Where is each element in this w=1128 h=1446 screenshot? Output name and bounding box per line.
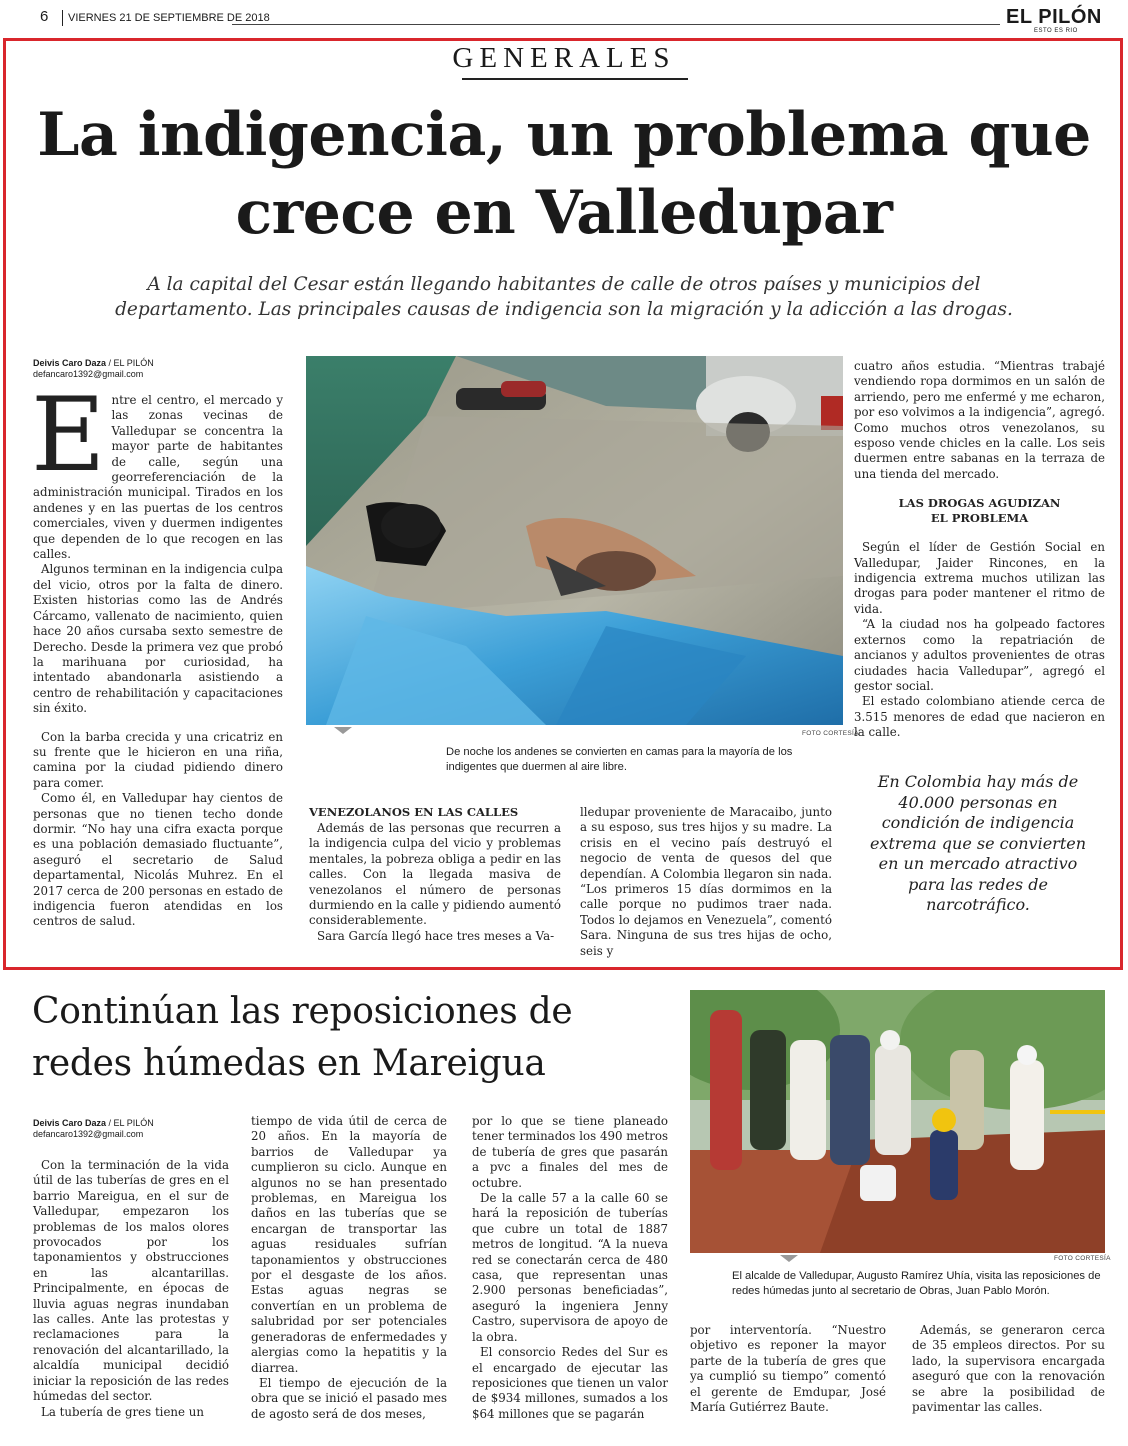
- article2-column-2: [251, 1114, 447, 1422]
- article2-byline: [33, 1118, 253, 1140]
- headline-line-2: redes húmedas en Mareigua: [32, 1043, 546, 1084]
- column-paragraph: Con la barba crecida y una cricatriz en su frente que le hicieron en una riña, camina por la ciudad pidiendo dinero para comer.: [33, 729, 283, 790]
- caption-line-1: De noche los andenes se convierten en camas para la mayoría de los: [446, 746, 793, 758]
- article-subhead: [60, 272, 1068, 322]
- byline-author: Deivis Caro Daza: [33, 358, 107, 368]
- section-underline: [462, 78, 688, 80]
- subsection-title-line-1: LAS DROGAS AGUDIZAN: [898, 496, 1061, 511]
- column-paragraph: Además, se generaron cerca de 35 empleos directos. Por su lado, la supervisora encargada aseguró que con la renovación se abre la posibilidad de pavimentar las calles.: [912, 1323, 1105, 1415]
- column-paragraph: por interventoría. “Nuestro objetivo es reponer la mayor parte de la tubería de gres que ya cumplió su tiempo” comentó el gerente de Emdupar, José María Gutiérrez Baute.: [690, 1323, 886, 1415]
- article2-column-3: [472, 1114, 668, 1422]
- header-divider: [62, 10, 63, 26]
- caption-pointer-icon: [334, 727, 352, 734]
- column-paragraph: El tiempo de ejecución de la obra que se inició el pasado mes de agosto será de dos meses,: [251, 1375, 447, 1421]
- newspaper-logo-tagline: ESTO ES RIO: [1034, 28, 1078, 34]
- photo-caption: [446, 745, 836, 775]
- article-column-2: [309, 805, 561, 944]
- photo-credit: FOTO CORTESÍA: [1054, 1255, 1111, 1262]
- subhead-line-2: departamento. Las principales causas de indigencia son la migración y la adicción a las drogas.: [115, 299, 1013, 320]
- caption-line-1: El alcalde de Valledupar, Augusto Ramírez Uhía, visita las reposiciones de: [732, 1270, 1101, 1282]
- column-paragraph: El consorcio Redes del Sur es el encargado de ejecutar las reposiciones que tienen un valor de $934 millones, sumados a los $64 millones que se pagarán: [472, 1345, 668, 1421]
- column-paragraph: Con la terminación de la vida útil de las tuberías de gres en el barrio Mareigua, en el sur de Valledupar, empezaron los problemas de los malos olores provocados por los taponamientos y obstrucciones en las alcantarillas. Principalmente, en épocas de lluvia aguas negras inundaban las calles. Ante las protestas y reclamaciones para la renovación del alcantarillado, la alcaldía municipal decidió iniciar la reposición de las redes húmedas del sector.: [33, 1158, 229, 1404]
- article-column-1: [31, 376, 283, 930]
- byline-outlet: / EL PILÓN: [106, 1118, 154, 1128]
- headline-line-1: La indigencia, un problema que: [37, 100, 1091, 170]
- article-column-4: [854, 359, 1105, 741]
- drop-cap: E: [31, 376, 106, 495]
- column-paragraph: Además de las personas que recurren a la indigencia culpa del vicio y problemas mentales, la pobreza obliga a pedir en las calles. Con la llegada masiva de venezolanos el número de personas durmiendo en la calle y pidiendo aumentó considerablemente.: [309, 821, 561, 928]
- headline-line-2: crece en Valledupar: [235, 178, 893, 248]
- article2-headline: [32, 986, 672, 1090]
- column-paragraph: La tubería de gres tiene un: [41, 1404, 204, 1419]
- issue-date: VIERNES 21 DE SEPTIEMBRE DE 2018: [68, 12, 270, 24]
- column-paragraph: “A la ciudad nos ha golpeado factores externos como la repatriación de ancianos y adultos provenientes de otras ciudades hacia Valledupar”, agregó el gestor social.: [854, 617, 1105, 693]
- caption-line-2: indigentes que duermen al aire libre.: [446, 761, 627, 773]
- column-paragraph: Como él, en Valledupar hay cientos de personas que no tienen techo donde dormir. “No hay una cifra exacta porque es una población demasiado fluctuante”, aseguró el secretario de Salud departamental, Nicolás Muhrez. En el 2017 cerca de 200 personas en estado de indigencia fueron atendidas en los centros de salud.: [33, 791, 283, 929]
- byline-author: Deivis Caro Daza: [33, 1118, 107, 1128]
- byline-email: defancaro1392@gmail.com: [33, 369, 144, 379]
- page-number: 6: [40, 8, 49, 25]
- headline-line-1: Continúan las reposiciones de: [32, 991, 573, 1032]
- column-paragraph: ntre el centro, el mercado y las zonas vecinas de Valledupar se concentra la mayor parte de habitantes de calle, según una georreferenciación de la administración municipal. Tirados en los andenes y en las puertas de los centros comerciales, viven y duermen indigentes que dependen de lo que recogen en las calles.: [33, 393, 283, 562]
- column-paragraph: lledupar proveniente de Maracaibo, junto a su esposo, sus tres hijos y su madre. La crisis en el vecino país destruyó el negocio de venta de quesos del que dependían. A Colombia llegaron sin nada. “Los primeros 15 días dormimos en la calle porque no pudimos traer nada. Todos lo dejamos en Venezuela”, comentó Sara. Ninguna de sus tres hijas de ocho, seis y: [580, 805, 832, 958]
- header-rule: [232, 24, 1000, 25]
- byline-email: defancaro1392@gmail.com: [33, 1129, 144, 1139]
- column-paragraph: Algunos terminan en la indigencia culpa del vicio, otros por la falta de dinero. Existen historias como las de Andrés Cárcamo, vallenato de nacimiento, quien hace 20 años cursaba sexto semestre de Derecho. Desde la primera vez que probó la marihuana por curiosidad, ha intentado abandonarla asistiendo a centro de rehabilitación y capacitaciones sin éxito.: [33, 562, 283, 716]
- section-label: GENERALES: [452, 42, 676, 74]
- photo-credit: FOTO CORTESÍA: [802, 730, 859, 737]
- column-paragraph: Según el líder de Gestión Social en Valledupar, Jaider Rincones, en la indigencia extrema muchos utilizan las drogas para poder mantener el ritmo de vida.: [854, 540, 1105, 616]
- caption-pointer-icon: [780, 1255, 798, 1262]
- article2-column-4: [690, 1323, 886, 1415]
- subsection-title-venezolanos: VENEZOLANOS EN LAS CALLES: [309, 805, 519, 819]
- article-photo-sleeping-homeless: [306, 356, 843, 725]
- column-paragraph: De la calle 57 a la calle 60 se hará la reposición de tuberías que cubre un total de 1887 metros de longitud. “A la nueva red se conectarán cerca de 480 casa, que representan unas 2.900 personas beneficiadas”, aseguró la ingeniera Jenny Castro, supervisora de apoyo de la obra.: [472, 1191, 668, 1344]
- column-paragraph: El estado colombiano atiende cerca de 3.515 menores de edad que nacieron en la calle.: [854, 694, 1105, 740]
- column-paragraph: tiempo de vida útil de cerca de 20 años. En la mayoría de barrios de Valledupar ya cumplieron su ciclo. Aunque en algunos no se han presentado problemas, en Mareigua los daños en las tuberías que se encargan de transportar las aguas residuales sufrían taponamientos y obstrucciones por el desgaste de los años. Estas aguas negras se convertían en un problema de salubridad por ser potenciales generadoras de enfermedades y alergias como la hepatitis y la diarrea.: [251, 1114, 447, 1375]
- pull-quote: En Colombia hay más de 40.000 personas en condición de indigencia extrema que se convierten en un mercado atractivo para las redes de narcotráfico.: [869, 772, 1087, 914]
- newspaper-logo: EL PILÓN: [1006, 6, 1102, 28]
- byline-outlet: / EL PILÓN: [106, 358, 154, 368]
- subsection-title-drogas: [854, 496, 1105, 526]
- caption-line-2: redes húmedas junto al secretario de Obras, Juan Pablo Morón.: [732, 1285, 1050, 1297]
- subhead-line-1: A la capital del Cesar están llegando habitantes de calle de otros países y municipios del: [147, 274, 981, 295]
- article2-photo-mayor-visit: [690, 990, 1105, 1253]
- column-paragraph: por lo que se tiene planeado tener terminados los 490 metros de tubería de gres que pasarán a pvc a finales del mes de octubre.: [472, 1114, 668, 1190]
- article-headline: [20, 96, 1108, 252]
- article2-column-1: [33, 1158, 229, 1420]
- article-column-3: [580, 805, 832, 959]
- article2-column-5: [912, 1323, 1105, 1415]
- subsection-title-line-2: EL PROBLEMA: [930, 511, 1029, 526]
- article2-photo-caption: [732, 1269, 1104, 1299]
- column-paragraph: cuatro años estudia. “Mientras trabajé vendiendo ropa dormimos en un salón de arriendo, pero me enfermé y me echaron, por eso volvimos a la indigencia”, agregó. Como muchos otros venezolanos, su esposo vende chicles en la calle. Los seis duermen entre sabanas en la terraza de una tienda del mercado.: [854, 359, 1105, 481]
- column-paragraph: Sara García llegó hace tres meses a Va-: [317, 928, 555, 943]
